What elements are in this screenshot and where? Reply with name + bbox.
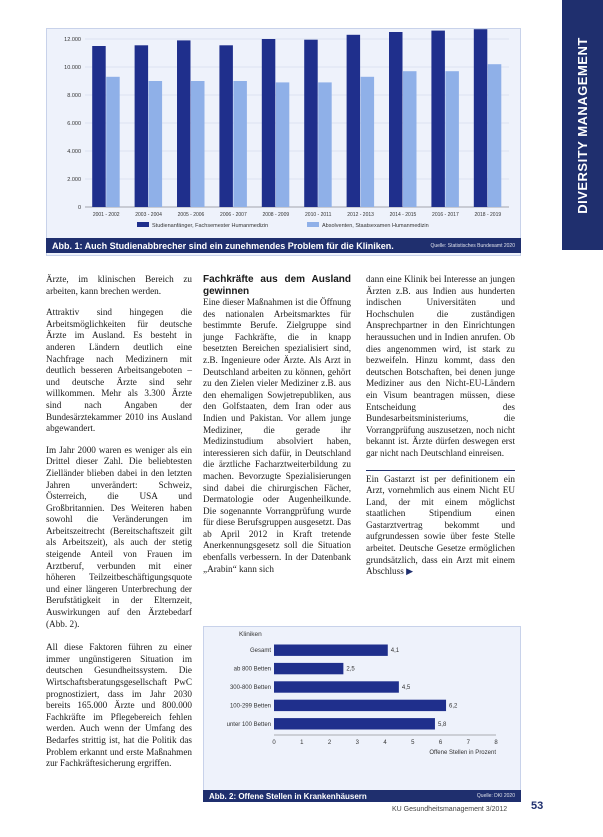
bar-chart-1 xyxy=(47,29,520,255)
x-tick-label: 2006 - 2007 xyxy=(220,212,247,218)
x-tick-label: 2001 - 2002 xyxy=(92,212,120,218)
x-tick-label: 3 xyxy=(355,740,359,746)
category-label: unter 100 Betten xyxy=(226,721,271,728)
bar-graduates xyxy=(445,71,458,207)
figure-2-source: Quelle: DKI 2020 xyxy=(476,793,515,799)
text-column-1 xyxy=(46,274,192,780)
value-label: 5,8 xyxy=(437,721,447,728)
category-label: ab 800 Betten xyxy=(233,666,271,673)
bar-enrollment xyxy=(431,31,444,207)
text-column-3 xyxy=(366,274,515,588)
bar-enrollment xyxy=(262,39,275,207)
category-label: 100-299 Betten xyxy=(229,703,271,710)
y-tick-label: 12.000 xyxy=(64,37,81,43)
y-tick-label: 10.000 xyxy=(64,65,81,71)
figure-1-source: Quelle: Statistisches Bundesamt 2020 xyxy=(430,242,515,249)
col3-paragraph-2-text: Ein Gastarzt ist per definitionem ein Arzt, vornehmlich aus einem Nicht EU Land, der mit einem möglichst staatlichen Stipendium einen Gastarztvertrag bekommt und aufgrundessen sowie über feste Stelle arbeitet. Deutsche Gesetze ermöglichen grundsätzlich, dass ein Arzt mit einem Abschluss xyxy=(366,473,515,577)
bar-enrollment xyxy=(389,32,402,207)
bar-enrollment xyxy=(219,45,232,207)
bar-graduates xyxy=(488,64,501,207)
legend-swatch xyxy=(307,222,319,227)
bar-graduates xyxy=(106,77,119,207)
bar-enrollment xyxy=(304,40,317,207)
value-label: 2,5 xyxy=(346,666,355,673)
col3-paragraph-2 xyxy=(366,470,515,578)
sidebar-label: DIVERSITY MANAGEMENT xyxy=(575,36,591,214)
bar-graduates xyxy=(403,71,416,207)
y-tick-label: 8.000 xyxy=(67,93,81,99)
chart-header: Kliniken xyxy=(239,631,262,638)
enrollment-graduates-chart xyxy=(46,28,521,256)
legend-swatch xyxy=(137,222,149,227)
x-tick-label: 2012 - 2013 xyxy=(347,212,374,218)
bar-enrollment xyxy=(92,46,105,207)
figure-2-caption xyxy=(203,790,521,802)
category-label: 300-800 Betten xyxy=(229,685,271,691)
category-label: Gesamt xyxy=(249,648,271,655)
value-label: 4,1 xyxy=(390,648,400,655)
col2-paragraph-1: Eine dieser Maßnahmen ist die Öffnung des nationalen Arbeitsmarktes für bestimmte Berufe. Zielgruppe sind junge Fachkräfte, die in knapp besetzten Bereichen spezialisiert sind, z.B. Ingenieure oder Ärzte. Als Arzt in Deutschland arbeiten zu können, gehört zu den Zielen vieler Mediziner z.B. aus den ehemaligen Sowjetrepubliken, aus den Golfstaaten, dem Iran oder aus Indien und Pakistan. Vor allem junge Mediziner, die gerade ihr Medizinstudium absolviert haben, interessieren sich dafür, in Deutschland die ärztliche Facharztweiterbildung zu machen. Bevorzugte Spezialisierungen sind dabei die chirurgischen Fächer, Dermatologie oder Augenheilkunde. Die sogenannte Vorrangprüfung wurde für diese Berufsgruppen ausgesetzt. Das ab April 2012 in Kraft tretende Anerkennungsgesetz soll die Situation ebenfalls verbessern. In der Datenbank „Arabin“ kann sich xyxy=(203,297,351,574)
x-tick-label: 1 xyxy=(300,740,304,746)
bar xyxy=(274,663,343,674)
section-sidebar xyxy=(562,0,603,837)
y-tick-label: 6.000 xyxy=(67,121,81,127)
bar-graduates xyxy=(361,77,374,207)
text-column-2 xyxy=(203,274,351,585)
bar-enrollment xyxy=(347,35,360,207)
col3-paragraph-1: dann eine Klinik bei Interesse an jungen Ärzten z.B. aus Indien aus hunderten indischen Universitäten und Hochschulen die zuständigen Ansprechpartner in den Einrichtungen heraussuchen und in Indien anrufen. Ob dies angenommen wird, ist stark zu bezweifeln. Hinzu kommt, dass den deutschen Botschaften, bei denen junge Mediziner aus den Nicht-EU-Ländern ein Visum beantragen müssen, diese Entscheidung des Bundesarbeitsministeriums, die Vorrangprüfung auszusetzen, noch nicht bekannt ist. Ärzte dürfen deswegen erst gar nicht nach Deutschland einreisen. xyxy=(366,274,515,458)
triangle-right-icon: ▶ xyxy=(406,566,413,577)
y-tick-label: 4.000 xyxy=(67,149,81,155)
y-tick-label: 2.000 xyxy=(67,177,81,183)
col1-paragraph-3: Im Jahr 2000 waren es weniger als ein Drittel dieser Zahl. Die beliebtesten Zielländer blieben dabei in den letzten Jahren unverändert: Schweiz, Österreich, die USA und Großbritannien. Des Weiteren haben sowohl die Veränderungen im Arbeitszeitrecht (Bereitschaftszeit gilt als Arbeitszeit), als auch der stetig steigende Anteil von Frauen im Arztberuf, verbunden mit einer höheren Teilzeitbeschäftigungsquote und einer längeren Unterbrechung der Berufstätigkeit in der Elternzeit, Auswirkungen auf den Ärztebedarf (Abb. 2). xyxy=(46,444,192,629)
figure-1-caption-text: Abb. 1: Auch Studienabbrecher sind ein zunehmendes Problem für die Kliniken. xyxy=(52,240,394,251)
x-tick-label: 2018 - 2019 xyxy=(474,212,502,218)
x-tick-label: 5 xyxy=(411,740,415,746)
x-tick-label: 2003 - 2004 xyxy=(135,212,162,218)
bar-graduates xyxy=(318,82,331,207)
x-tick-label: 2014 - 2015 xyxy=(389,212,417,218)
x-tick-label: 4 xyxy=(383,740,387,746)
value-label: 6,2 xyxy=(449,703,458,710)
bar-enrollment xyxy=(474,29,487,207)
bar xyxy=(274,681,399,692)
bar-graduates xyxy=(276,82,289,207)
y-tick-label: 0 xyxy=(77,205,81,211)
bar-graduates xyxy=(149,81,162,207)
x-tick-label: 2016 - 2017 xyxy=(432,212,459,218)
value-label: 4,5 xyxy=(401,685,411,691)
bar xyxy=(274,718,435,729)
x-tick-label: 0 xyxy=(272,740,276,746)
bar xyxy=(274,644,388,655)
col1-paragraph-4: All diese Faktoren führen zu einer immer ungünstigeren Situation im deutschen Gesundheitssystem. Die Wirtschaftsberatungsgesellschaft PwC prognostiziert, dass im Jahr 2030 bereits 165.000 Ärzte und 800.000 Fachkräfte im Pflegebereich fehlen werden. Auch wenn der Umfang des Bedarfes strittig ist, hat die Politik das Problem erkannt und erste Maßnahmen zur Fachkräftesicherung ergriffen. xyxy=(46,642,192,769)
footer-journal: KU Gesundheitsmanagement 3/2012 xyxy=(392,806,508,813)
bar-enrollment xyxy=(135,45,148,207)
bar-enrollment xyxy=(177,40,190,207)
figure-1-caption xyxy=(46,238,521,253)
figure-2-caption-text: Abb. 2: Offene Stellen in Krankenhäusern xyxy=(209,791,367,801)
col1-paragraph-1: Ärzte, im klinischen Bereich zu arbeiten, kann brechen werden. xyxy=(46,274,192,296)
x-tick-label: 6 xyxy=(438,740,443,746)
open-positions-chart xyxy=(203,626,521,798)
bar xyxy=(274,700,446,711)
x-axis-label: Offene Stellen in Prozent xyxy=(429,750,496,756)
legend-entry: Studienanfänger, Fachsemester Humanmedizin xyxy=(152,223,269,229)
bar-graduates xyxy=(191,81,204,207)
x-tick-label: 7 xyxy=(466,740,470,746)
bar-graduates xyxy=(233,81,246,207)
page-number: 53 xyxy=(531,800,544,812)
x-tick-label: 2 xyxy=(327,740,332,746)
x-tick-label: 8 xyxy=(494,740,498,746)
section-heading: Fachkräfte aus dem Ausland gewinnen xyxy=(203,274,351,297)
x-tick-label: 2008 - 2009 xyxy=(262,212,290,218)
x-tick-label: 2010 - 2011 xyxy=(305,212,332,218)
col1-paragraph-2: Attraktiv sind hingegen die Arbeitsmöglichkeiten für deutsche Ärzte im Ausland. Es besteht in anderen Ländern deutlich eine Nachfrage nach Medizinern mit deutlich besseren Arbeitsangeboten – und deutsche Ärzte sind sehr willkommen. Mehr als 3.300 Ärzte sind nach Angaben der Bundesärztekammer 2010 ins Ausland abgewandert. xyxy=(46,307,192,434)
x-tick-label: 2005 - 2006 xyxy=(177,212,205,218)
legend-entry: Absolventen, Staatsexamen Humanmedizin xyxy=(322,223,429,229)
bar-chart-2 xyxy=(204,627,520,797)
